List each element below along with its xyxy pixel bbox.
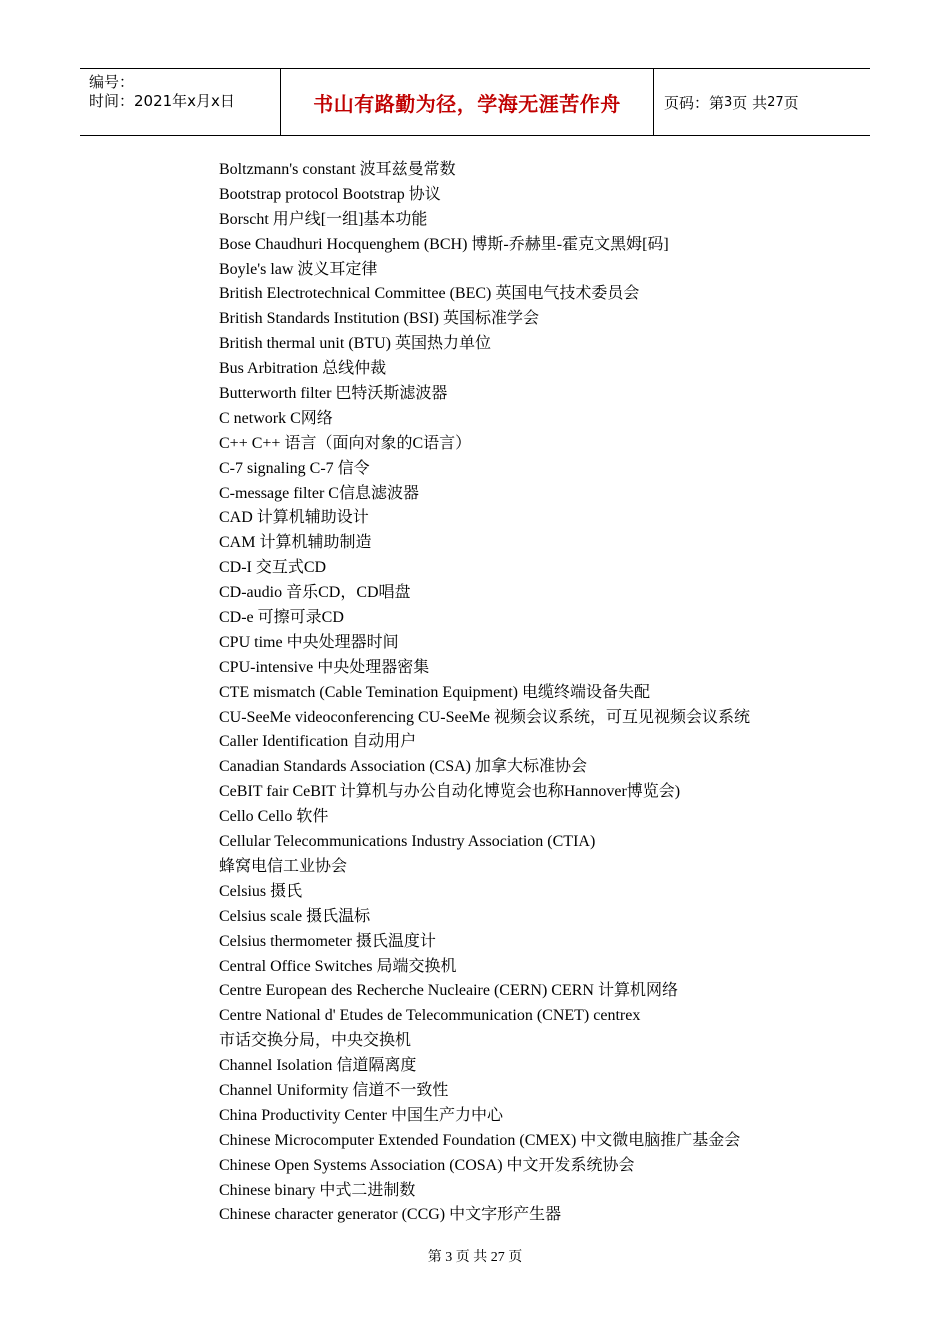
glossary-entry: Celsius 摄氏: [219, 882, 303, 900]
glossary-entry: C-message filter C信息滤波器: [219, 484, 419, 502]
glossary-entry: CTE mismatch (Cable Temination Equipment) 电缆终端设备失配: [219, 683, 650, 701]
glossary-entry: Canadian Standards Association (CSA) 加拿大标准协会: [219, 758, 587, 776]
page-suffix: 页: [783, 93, 799, 112]
glossary-list: [219, 158, 839, 1228]
glossary-entry: CU-SeeMe videoconferencing CU-SeeMe 视频会议系统，可互见视频会议系统: [219, 708, 751, 726]
glossary-entry: Centre European des Recherche Nucleaire (CERN) CERN 计算机网络: [219, 982, 678, 1000]
glossary-entry: CAD 计算机辅助设计: [219, 509, 369, 527]
glossary-entry: CeBIT fair CeBIT 计算机与办公自动化博览会也称Hannover博览会): [219, 783, 681, 801]
glossary-entry: Borscht 用户线[一组]基本功能: [219, 210, 428, 228]
serial-label: 编号：: [89, 73, 135, 91]
glossary-entry: Butterworth filter 巴特沃斯滤波器: [219, 385, 448, 403]
glossary-entry: Channel Uniformity 信道不一致性: [219, 1081, 449, 1099]
glossary-entry: Boyle's law 波义耳定律: [219, 260, 378, 278]
glossary-entry: Cellular Telecommunications Industry Association (CTIA): [219, 833, 596, 851]
page-header: [80, 68, 870, 136]
glossary-entry: CPU time 中央处理器时间: [219, 633, 399, 651]
glossary-entry: CD-audio 音乐CD，CD唱盘: [219, 584, 411, 602]
glossary-entry: British thermal unit (BTU) 英国热力单位: [219, 335, 491, 353]
glossary-entry: China Productivity Center 中国生产力中心: [219, 1106, 503, 1124]
glossary-entry: Bootstrap protocol Bootstrap 协议: [219, 185, 441, 203]
header-meta: [80, 69, 281, 135]
header-page-number: [654, 69, 870, 135]
page-mid: 页 共: [732, 93, 768, 112]
glossary-entry: Chinese Open Systems Association (COSA) 中文开发系统协会: [219, 1156, 635, 1174]
glossary-entry: C network C网络: [219, 409, 333, 427]
glossary-entry: British Standards Institution (BSI) 英国标准学会: [219, 310, 540, 328]
glossary-entry: C-7 signaling C-7 信令: [219, 459, 370, 477]
glossary-entry: CD-I 交互式CD: [219, 559, 327, 577]
glossary-entry: Chinese character generator (CCG) 中文字形产生器: [219, 1206, 562, 1224]
glossary-entry: Boltzmann's constant 波耳兹曼常数: [219, 161, 456, 178]
glossary-entry: British Electrotechnical Committee (BEC) 英国电气技术委员会: [219, 285, 640, 303]
glossary-entry: Bose Chaudhuri Hocquenghem (BCH) 博斯-乔赫里-霍克文黑姆[码]: [219, 235, 669, 253]
glossary-entry: Celsius scale 摄氏温标: [219, 907, 371, 925]
glossary-entry: 蜂窝电信工业协会: [219, 857, 348, 875]
motto: 书山有路勤为径，学海无涯苦作舟: [313, 91, 621, 116]
page-prefix: 页码：第: [664, 93, 725, 112]
glossary-entry: Chinese Microcomputer Extended Foundation (CMEX) 中文微电脑推广基金会: [219, 1131, 741, 1149]
glossary-entry: C++ C++ 语言（面向对象的C语言）: [219, 434, 472, 452]
header-motto-cell: [281, 69, 654, 135]
page-total: 27: [767, 94, 784, 110]
glossary-entry: Centre National d' Etudes de Telecommunication (CNET) centrex: [219, 1007, 641, 1025]
glossary-entry: 市话交换分局，中央交换机: [219, 1032, 412, 1050]
glossary-entry: CAM 计算机辅助制造: [219, 534, 372, 552]
glossary-entry: Cello Cello 软件: [219, 808, 329, 826]
glossary-entry: CPU-intensive 中央处理器密集: [219, 658, 430, 676]
glossary-entry: Central Office Switches 局端交换机: [219, 957, 457, 975]
glossary-entry: Celsius thermometer 摄氏温度计: [219, 932, 436, 950]
time-label: 时间：2021年x月x日: [89, 92, 235, 110]
page-footer: 第 3 页 共 27 页: [427, 1250, 523, 1265]
glossary-entry: Chinese binary 中式二进制数: [219, 1181, 416, 1199]
page-current: 3: [724, 94, 733, 110]
glossary-entry: Caller Identification 自动用户: [219, 733, 417, 751]
glossary-entry: Bus Arbitration 总线仲裁: [219, 360, 387, 378]
glossary-entry: CD-e 可擦可录CD: [219, 609, 344, 627]
glossary-entry: Channel Isolation 信道隔离度: [219, 1057, 417, 1075]
